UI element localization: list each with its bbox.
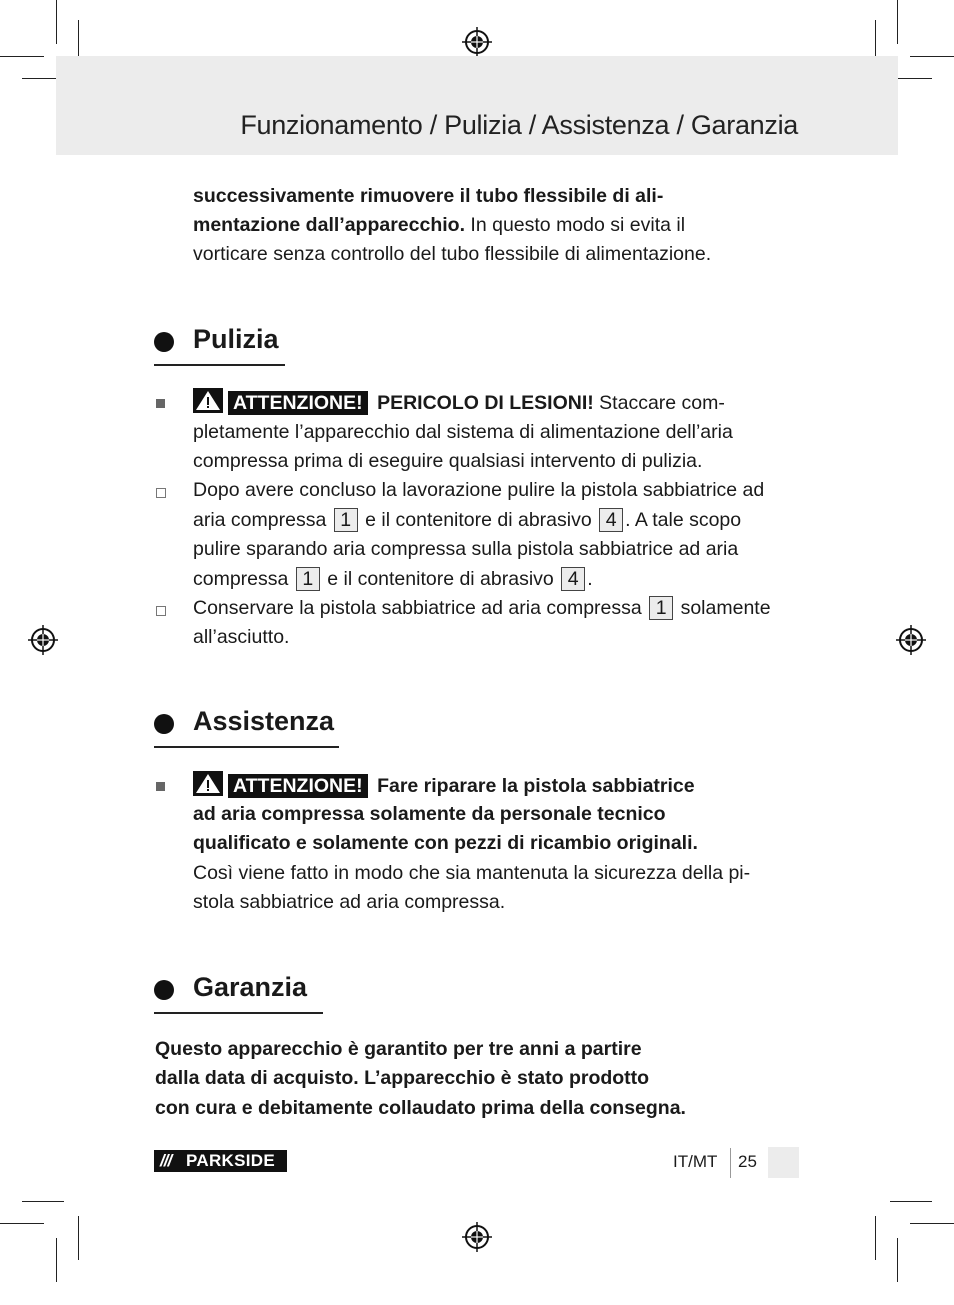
pulizia-item1-line-1: Dopo avere concluso la lavorazione pulire la pistola sabbiatrice ad xyxy=(193,479,765,501)
registration-mark-icon xyxy=(896,625,926,655)
intro-bold-text: successivamente rimuovere il tubo flessibile di ali- xyxy=(193,185,664,207)
square-bullet-icon xyxy=(156,399,165,408)
text: compressa xyxy=(193,568,289,590)
text: . xyxy=(587,568,593,590)
page-tab-box xyxy=(768,1147,799,1178)
pulizia-item1-line-2 xyxy=(193,506,741,536)
crop-mark xyxy=(22,1201,64,1202)
pulizia-warning-line-3: compressa prima di eseguire qualsiasi intervento di pulizia. xyxy=(193,450,703,472)
intro-bold-line-1 xyxy=(193,182,663,212)
assistenza-warning-line-3: qualificato e solamente con pezzi di ricambio originali. xyxy=(193,832,698,854)
logo-slashes: /// xyxy=(160,1151,172,1170)
crop-mark xyxy=(890,1201,932,1202)
part-ref-1: 1 xyxy=(649,596,673,620)
intro-bold-text: mentazione dall’apparecchio. xyxy=(193,214,465,236)
section-heading-pulizia xyxy=(154,322,285,366)
garanzia-line-2: dalla data di acquisto. L’apparecchio è stato prodotto xyxy=(155,1067,650,1089)
intro-line-2 xyxy=(193,211,685,241)
text: Conservare la pistola sabbiatrice ad aria compressa xyxy=(193,597,642,619)
part-ref-4: 4 xyxy=(599,508,623,532)
bullet-dot-icon xyxy=(154,714,174,734)
section-heading-assistenza xyxy=(154,704,339,748)
warning-triangle-icon xyxy=(193,771,223,796)
crop-mark xyxy=(0,1223,44,1224)
assistenza-warning-line-5: stola sabbiatrice ad aria compressa. xyxy=(193,891,506,913)
section-title: Assistenza xyxy=(193,706,335,736)
assistenza-warning-line-2: ad aria compressa solamente da personale tecnico xyxy=(193,803,666,825)
warning-triangle-icon xyxy=(193,388,223,413)
crop-mark xyxy=(897,0,898,44)
part-ref-4: 4 xyxy=(561,567,585,591)
checkbox-bullet-icon xyxy=(156,488,166,498)
pulizia-item1-line-3: pulire sparando aria compressa sulla pistola sabbiatrice ad aria xyxy=(193,538,739,560)
checkbox-bullet-icon xyxy=(156,606,166,616)
warning-bold-text: Fare riparare la pistola sabbiatrice xyxy=(377,775,695,797)
page-number: 25 xyxy=(738,1152,757,1171)
assistenza-warning-line-1 xyxy=(193,771,695,802)
text: . A tale scopo xyxy=(625,509,742,531)
registration-mark-icon xyxy=(462,1222,492,1252)
crop-mark xyxy=(897,1238,898,1282)
crop-mark xyxy=(0,56,44,57)
crop-mark xyxy=(910,1223,954,1224)
section-title: Garanzia xyxy=(193,972,308,1002)
garanzia-line-1: Questo apparecchio è garantito per tre anni a partire xyxy=(155,1038,642,1060)
section-title: Pulizia xyxy=(193,324,279,354)
pulizia-item1-line-4 xyxy=(193,565,593,595)
danger-text: PERICOLO DI LESIONI! xyxy=(377,392,594,414)
attention-badge: ATTENZIONE! xyxy=(228,774,368,798)
bullet-dot-icon xyxy=(154,332,174,352)
part-ref-1: 1 xyxy=(334,508,358,532)
section-heading-garanzia xyxy=(154,970,323,1014)
intro-line-3: vorticare senza controllo del tubo flessibile di alimentazione. xyxy=(193,243,712,265)
footer-divider xyxy=(730,1148,731,1178)
square-bullet-icon xyxy=(156,782,165,791)
parkside-logo xyxy=(154,1150,287,1172)
crop-mark xyxy=(910,56,954,57)
pulizia-item2-line-2: all’asciutto. xyxy=(193,626,290,648)
registration-mark-icon xyxy=(462,27,492,57)
attention-badge: ATTENZIONE! xyxy=(228,391,368,415)
text: solamente xyxy=(680,597,771,619)
warning-text: Staccare com- xyxy=(599,392,725,414)
intro-text: In questo modo si evita il xyxy=(470,214,686,236)
pulizia-item2-line-1 xyxy=(193,594,771,624)
text: e il contenitore di abrasivo xyxy=(327,568,554,590)
part-ref-1: 1 xyxy=(296,567,320,591)
crop-mark xyxy=(56,1238,57,1282)
pulizia-warning-line-1 xyxy=(193,388,725,419)
bullet-dot-icon xyxy=(154,980,174,1000)
crop-mark xyxy=(875,1216,876,1260)
page-title: Funzionamento / Pulizia / Assistenza / Garanzia xyxy=(240,110,798,140)
logo-brand: PARKSIDE xyxy=(186,1151,275,1170)
text: aria compressa xyxy=(193,509,327,531)
language-code: IT/MT xyxy=(673,1152,718,1171)
crop-mark xyxy=(56,0,57,44)
text: e il contenitore di abrasivo xyxy=(365,509,592,531)
pulizia-warning-line-2: pletamente l’apparecchio dal sistema di alimentazione dell’aria xyxy=(193,421,733,443)
crop-mark xyxy=(78,1216,79,1260)
assistenza-warning-line-4: Così viene fatto in modo che sia mantenuta la sicurezza della pi- xyxy=(193,862,751,884)
garanzia-line-3: con cura e debitamente collaudato prima della consegna. xyxy=(155,1097,686,1119)
registration-mark-icon xyxy=(28,625,58,655)
